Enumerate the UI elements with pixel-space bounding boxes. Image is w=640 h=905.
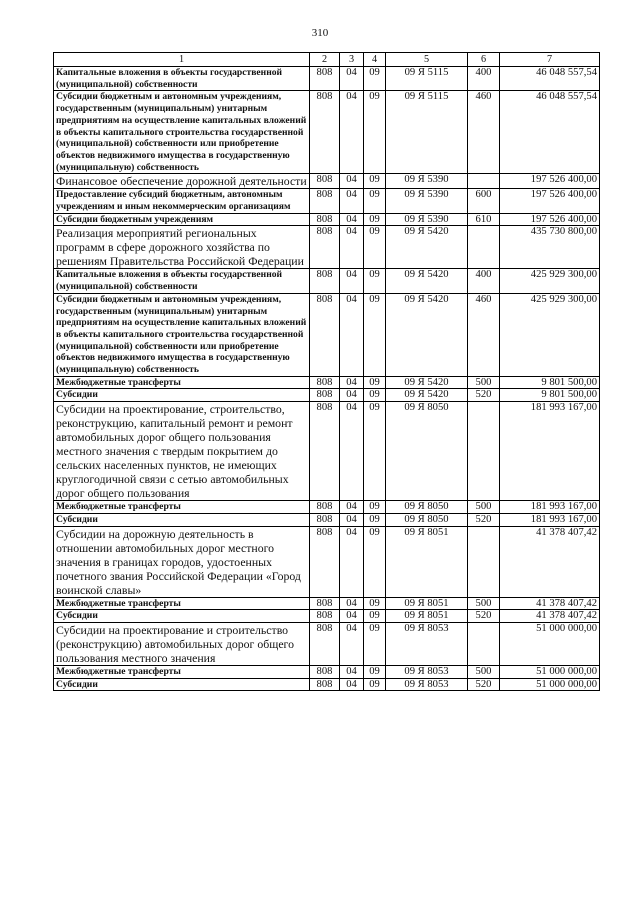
table-row	[54, 91, 600, 174]
amount: 41 378 407,42	[500, 610, 600, 623]
section-code: 04	[340, 189, 364, 213]
ministry-code: 808	[310, 376, 340, 389]
table-row	[54, 389, 600, 402]
amount: 197 526 400,00	[500, 213, 600, 226]
row-name: Субсидии	[54, 678, 310, 691]
amount: 197 526 400,00	[500, 189, 600, 213]
target-article-code: 09 Я 8051	[386, 610, 468, 623]
target-article-code: 09 Я 8050	[386, 402, 468, 501]
amount: 181 993 167,00	[500, 501, 600, 514]
row-name: Субсидии на дорожную деятельность в отношении автомобильных дорог местного значения в границах городов, удостоенных почетного звания Российской Федерации «Город воинской славы»	[54, 526, 310, 597]
ministry-code: 808	[310, 402, 340, 501]
expense-type-code: 500	[468, 376, 500, 389]
row-name: Межбюджетные трансферты	[54, 376, 310, 389]
column-header: 4	[364, 53, 386, 67]
row-name: Субсидии бюджетным и автономным учреждениям, государственным (муниципальным) унитарным предприятиям на осуществление капитальных вложений в объекты капитального строительства государственной (муниципальной) собственности или приобретение объектов недвижимого имущества в государственную (муниципальную) собственность	[54, 293, 310, 376]
amount: 51 000 000,00	[500, 678, 600, 691]
target-article-code: 09 Я 8051	[386, 526, 468, 597]
expense-type-code: 520	[468, 513, 500, 526]
subsection-code: 09	[364, 622, 386, 665]
amount: 181 993 167,00	[500, 402, 600, 501]
expense-type-code: 520	[468, 610, 500, 623]
expense-type-code: 600	[468, 189, 500, 213]
subsection-code: 09	[364, 67, 386, 91]
subsection-code: 09	[364, 174, 386, 189]
expense-type-code: 500	[468, 597, 500, 610]
row-name: Реализация мероприятий региональных программ в сфере дорожного хозяйства по решениям Правительства Российской Федерации	[54, 226, 310, 269]
subsection-code: 09	[364, 213, 386, 226]
ministry-code: 808	[310, 389, 340, 402]
target-article-code: 09 Я 5390	[386, 174, 468, 189]
row-name: Субсидии	[54, 610, 310, 623]
expense-type-code	[468, 226, 500, 269]
section-code: 04	[340, 526, 364, 597]
target-article-code: 09 Я 5420	[386, 293, 468, 376]
amount: 425 929 300,00	[500, 269, 600, 293]
table-row	[54, 189, 600, 213]
ministry-code: 808	[310, 597, 340, 610]
target-article-code: 09 Я 8053	[386, 665, 468, 678]
target-article-code: 09 Я 8050	[386, 501, 468, 514]
column-header: 2	[310, 53, 340, 67]
subsection-code: 09	[364, 293, 386, 376]
row-name: Субсидии бюджетным и автономным учреждениям, государственным (муниципальным) унитарным предприятиям на осуществление капитальных вложений в объекты капитального строительства государственной (муниципальной) собственности или приобретение объектов недвижимого имущества в государственную (муниципальную) собственность	[54, 91, 310, 174]
target-article-code: 09 Я 5115	[386, 91, 468, 174]
table-row	[54, 665, 600, 678]
ministry-code: 808	[310, 91, 340, 174]
column-header: 7	[500, 53, 600, 67]
table-row	[54, 622, 600, 665]
ministry-code: 808	[310, 622, 340, 665]
subsection-code: 09	[364, 610, 386, 623]
expense-type-code: 500	[468, 501, 500, 514]
subsection-code: 09	[364, 226, 386, 269]
subsection-code: 09	[364, 189, 386, 213]
amount: 46 048 557,54	[500, 67, 600, 91]
row-name: Субсидии на проектирование, строительство, реконструкцию, капитальный ремонт и ремонт автомобильных дорог общего пользования местного значения с твердым покрытием до сельских населенных пунктов, не имеющих круглогодичной связи с сетью автомобильных дорог общего пользования	[54, 402, 310, 501]
subsection-code: 09	[364, 597, 386, 610]
row-name: Межбюджетные трансферты	[54, 501, 310, 514]
section-code: 04	[340, 67, 364, 91]
section-code: 04	[340, 91, 364, 174]
ministry-code: 808	[310, 293, 340, 376]
target-article-code: 09 Я 5115	[386, 67, 468, 91]
target-article-code: 09 Я 5390	[386, 213, 468, 226]
row-name: Предоставление субсидий бюджетным, автономным учреждениям и иным некоммерческим организациям	[54, 189, 310, 213]
row-name: Капитальные вложения в объекты государственной (муниципальной) собственности	[54, 67, 310, 91]
column-number-header-row	[54, 53, 600, 67]
expense-type-code: 460	[468, 293, 500, 376]
ministry-code: 808	[310, 665, 340, 678]
table-row	[54, 513, 600, 526]
section-code: 04	[340, 513, 364, 526]
row-name: Финансовое обеспечение дорожной деятельности	[54, 174, 310, 189]
ministry-code: 808	[310, 226, 340, 269]
section-code: 04	[340, 376, 364, 389]
table-row	[54, 174, 600, 189]
ministry-code: 808	[310, 610, 340, 623]
amount: 46 048 557,54	[500, 91, 600, 174]
ministry-code: 808	[310, 513, 340, 526]
section-code: 04	[340, 622, 364, 665]
amount: 41 378 407,42	[500, 526, 600, 597]
subsection-code: 09	[364, 402, 386, 501]
section-code: 04	[340, 665, 364, 678]
ministry-code: 808	[310, 501, 340, 514]
column-header: 5	[386, 53, 468, 67]
section-code: 04	[340, 402, 364, 501]
column-header: 6	[468, 53, 500, 67]
section-code: 04	[340, 610, 364, 623]
ministry-code: 808	[310, 213, 340, 226]
subsection-code: 09	[364, 269, 386, 293]
column-header: 1	[54, 53, 310, 67]
subsection-code: 09	[364, 389, 386, 402]
row-name: Субсидии	[54, 513, 310, 526]
section-code: 04	[340, 293, 364, 376]
section-code: 04	[340, 678, 364, 691]
amount: 181 993 167,00	[500, 513, 600, 526]
expense-type-code: 610	[468, 213, 500, 226]
target-article-code: 09 Я 8051	[386, 597, 468, 610]
section-code: 04	[340, 213, 364, 226]
row-name: Межбюджетные трансферты	[54, 665, 310, 678]
subsection-code: 09	[364, 91, 386, 174]
subsection-code: 09	[364, 678, 386, 691]
target-article-code: 09 Я 5420	[386, 376, 468, 389]
expense-type-code: 400	[468, 67, 500, 91]
subsection-code: 09	[364, 376, 386, 389]
table-row	[54, 610, 600, 623]
table-row	[54, 213, 600, 226]
amount: 41 378 407,42	[500, 597, 600, 610]
subsection-code: 09	[364, 665, 386, 678]
expense-type-code: 400	[468, 269, 500, 293]
expense-type-code: 520	[468, 389, 500, 402]
amount: 51 000 000,00	[500, 665, 600, 678]
amount: 51 000 000,00	[500, 622, 600, 665]
section-code: 04	[340, 597, 364, 610]
subsection-code: 09	[364, 513, 386, 526]
section-code: 04	[340, 389, 364, 402]
section-code: 04	[340, 501, 364, 514]
expense-type-code: 460	[468, 91, 500, 174]
ministry-code: 808	[310, 67, 340, 91]
section-code: 04	[340, 174, 364, 189]
expense-type-code	[468, 526, 500, 597]
table-row	[54, 67, 600, 91]
page-number: 310	[311, 27, 329, 39]
table-row	[54, 501, 600, 514]
expense-type-code	[468, 174, 500, 189]
table-row	[54, 226, 600, 269]
target-article-code: 09 Я 8053	[386, 678, 468, 691]
ministry-code: 808	[310, 678, 340, 691]
amount: 197 526 400,00	[500, 174, 600, 189]
section-code: 04	[340, 226, 364, 269]
table-row	[54, 526, 600, 597]
amount: 425 929 300,00	[500, 293, 600, 376]
table-row	[54, 597, 600, 610]
target-article-code: 09 Я 8053	[386, 622, 468, 665]
expense-type-code: 520	[468, 678, 500, 691]
target-article-code: 09 Я 8050	[386, 513, 468, 526]
ministry-code: 808	[310, 174, 340, 189]
target-article-code: 09 Я 5420	[386, 226, 468, 269]
row-name: Субсидии бюджетным учреждениям	[54, 213, 310, 226]
ministry-code: 808	[310, 526, 340, 597]
expense-type-code	[468, 622, 500, 665]
amount: 435 730 800,00	[500, 226, 600, 269]
row-name: Субсидии	[54, 389, 310, 402]
column-header: 3	[340, 53, 364, 67]
table-row	[54, 376, 600, 389]
subsection-code: 09	[364, 526, 386, 597]
expense-type-code	[468, 402, 500, 501]
target-article-code: 09 Я 5420	[386, 269, 468, 293]
row-name: Субсидии на проектирование и строительство (реконструкцию) автомобильных дорог общего пользования местного значения	[54, 622, 310, 665]
amount: 9 801 500,00	[500, 389, 600, 402]
row-name: Капитальные вложения в объекты государственной (муниципальной) собственности	[54, 269, 310, 293]
target-article-code: 09 Я 5390	[386, 189, 468, 213]
amount: 9 801 500,00	[500, 376, 600, 389]
table-row	[54, 269, 600, 293]
ministry-code: 808	[310, 189, 340, 213]
section-code: 04	[340, 269, 364, 293]
expense-type-code: 500	[468, 665, 500, 678]
row-name: Межбюджетные трансферты	[54, 597, 310, 610]
target-article-code: 09 Я 5420	[386, 389, 468, 402]
subsection-code: 09	[364, 501, 386, 514]
table-row	[54, 402, 600, 501]
budget-table	[53, 52, 600, 691]
table-row	[54, 678, 600, 691]
ministry-code: 808	[310, 269, 340, 293]
table-row	[54, 293, 600, 376]
